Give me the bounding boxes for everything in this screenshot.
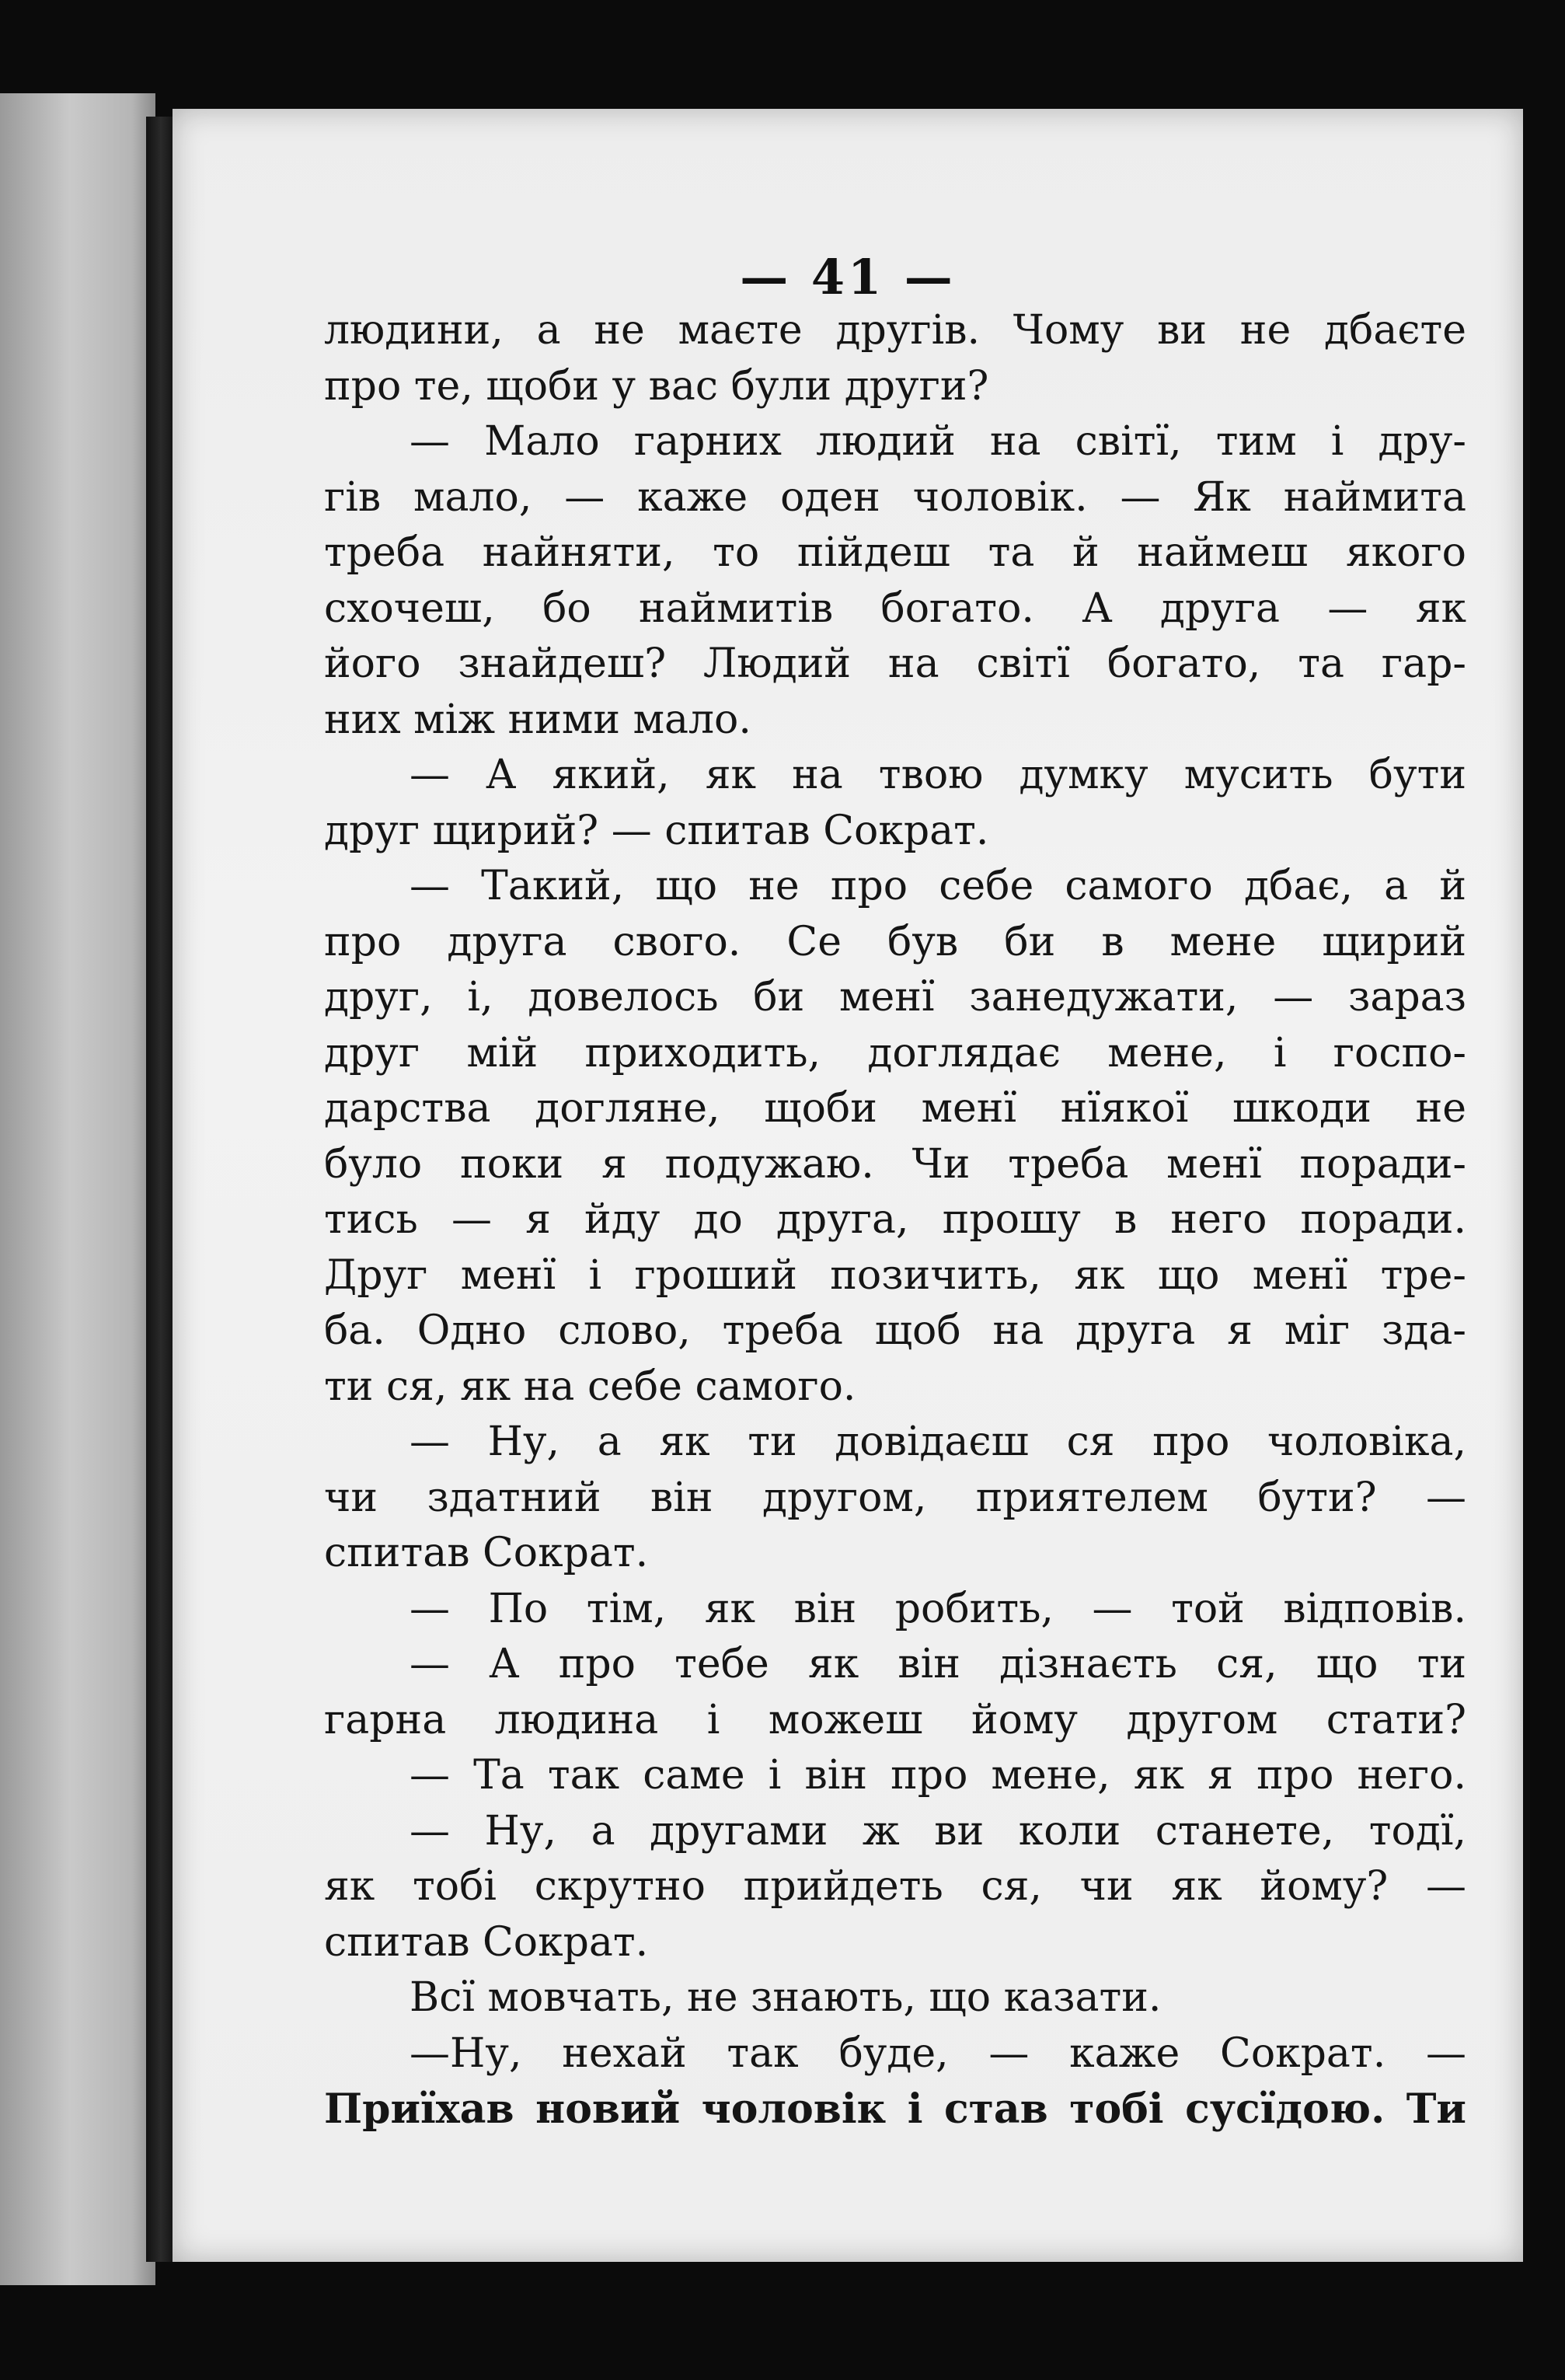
text-line: друг мій приходить, доглядає мене, і госпо- — [324, 1029, 1466, 1077]
text-line: них між ними мало. — [324, 696, 751, 743]
text-line: —Ну, нехай так буде, — каже Сократ. — — [410, 2029, 1466, 2077]
text-line: — Та так саме і він про мене, як я про него. — [410, 1752, 1466, 1799]
text-line: — Ну, а як ти довідаєш ся про чоловіка, — [410, 1419, 1466, 1465]
text-line: ба. Одно слово, треба щоб на друга я міг зда- — [324, 1307, 1466, 1354]
text-line: спитав Сократ. — [324, 1530, 649, 1576]
text-line: — Ну, а другами ж ви коли станете, тодї, — [410, 1807, 1466, 1855]
book-spine — [146, 117, 176, 2262]
text-line: як тобі скрутно прийдеть ся, чи як йому? — — [324, 1863, 1466, 1910]
text-line: — А про тебе як він дізнаєть ся, що ти — [410, 1641, 1466, 1687]
text-line: про те, щоби у вас були други? — [324, 362, 989, 410]
text-line: його знайдеш? Людий на світї богато, та гар- — [324, 640, 1466, 687]
text-line: дарства догляне, щоби менї нїякої шкоди не — [324, 1085, 1466, 1132]
text-line: Друг менї і гроший позичить, як що менї тре- — [324, 1251, 1466, 1299]
text-line: треба найняти, то пійдеш та й наймеш якого — [324, 529, 1466, 576]
text-line: Приїхав новий чоловік і став тобі сусїдою. Ти — [324, 2085, 1466, 2133]
text-line: про друга свого. Се був би в мене щирий — [324, 918, 1466, 965]
text-line: було поки я подужаю. Чи треба менї поради- — [324, 1140, 1466, 1188]
text-line: — Такий, що не про себе самого дбає, а й — [410, 863, 1466, 909]
text-line: — По тім, як він робить, — той відповів. — [410, 1585, 1466, 1632]
text-line: друг щирий? — спитав Сократ. — [324, 807, 989, 854]
text-line: ти ся, як на себе самого. — [324, 1363, 856, 1410]
left-page — [0, 93, 155, 2285]
text-line: спитав Сократ. — [324, 1918, 649, 1966]
text-line: схочеш, бо наймитів богато. А друга — як — [324, 585, 1466, 632]
text-line: — Мало гарних людий на світї, тим і дру- — [410, 418, 1466, 465]
text-line: гарна людина і можеш йому другом стати? — [324, 1696, 1466, 1743]
text-line: гів мало, — каже оден чоловік. — Як наймита — [324, 473, 1466, 521]
text-line: друг, і, довелось би менї занедужати, — зараз — [324, 974, 1466, 1021]
page-number: — 41 — — [740, 249, 956, 305]
text-line: чи здатний він другом, приятелем бути? — — [324, 1474, 1466, 1521]
text-line: людини, а не маєте другів. Чому ви не дбаєте — [324, 307, 1466, 354]
text-line: Всї мовчать, не знають, що казати. — [410, 1974, 1162, 2021]
text-line: тись — я йду до друга, прошу в него поради. — [324, 1196, 1466, 1243]
page-text — [324, 303, 1466, 2137]
book-page — [173, 109, 1523, 2262]
text-line: — А який, як на твою думку мусить бути — [410, 752, 1466, 798]
